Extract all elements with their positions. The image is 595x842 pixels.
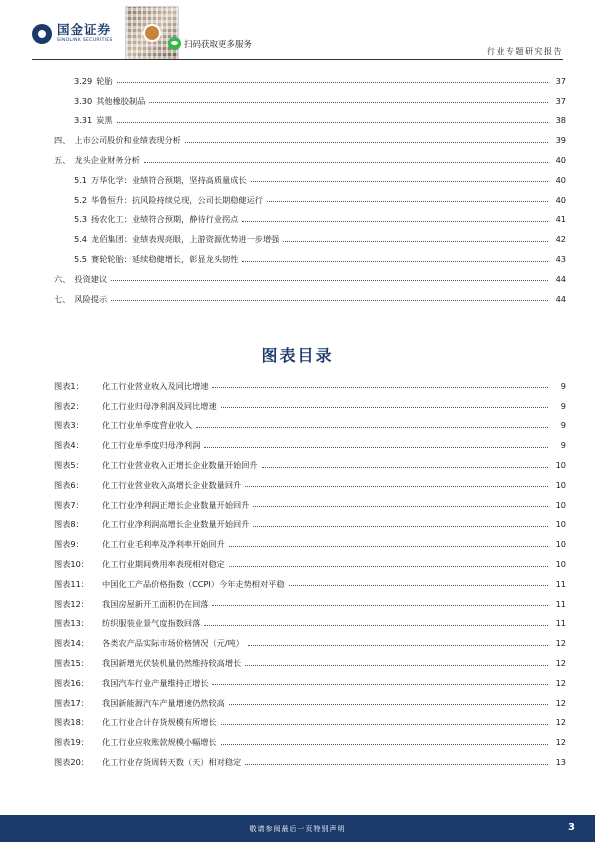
dot-leader (283, 241, 548, 242)
figure-entry-page: 9 (560, 440, 566, 451)
dot-leader (204, 625, 548, 626)
dot-leader (117, 82, 548, 83)
figure-entry-page: 12 (555, 717, 566, 728)
toc-entry[interactable] (54, 71, 566, 91)
figure-entry-title: 化工行业归母净利润及同比增速 (102, 400, 217, 411)
dot-leader (221, 744, 548, 745)
dot-leader (111, 300, 548, 301)
toc-entry-number: 3.31 (74, 115, 93, 126)
toc-entry[interactable] (54, 289, 566, 309)
figure-entry-page: 9 (560, 400, 566, 411)
figure-entry[interactable] (54, 435, 566, 455)
dot-leader (245, 764, 548, 765)
figure-entry-number: 图表15： (54, 657, 89, 668)
dot-leader (229, 566, 548, 567)
dot-leader (111, 280, 548, 281)
page-number: 3 (568, 822, 575, 833)
figure-entry-number: 图表4： (54, 440, 84, 451)
dot-leader (253, 506, 548, 507)
figure-entry-page: 10 (555, 499, 566, 510)
toc-entry-title: 投资建议 (74, 273, 108, 284)
toc-entry-title: 轮胎 (96, 75, 113, 86)
figure-entry-page: 10 (555, 539, 566, 550)
figure-entry[interactable] (54, 554, 566, 574)
dot-leader (245, 665, 548, 666)
figure-entry[interactable] (54, 732, 566, 752)
dot-leader (248, 645, 548, 646)
toc-entry[interactable] (54, 269, 566, 289)
figure-entry[interactable] (54, 495, 566, 515)
report-type-label: 行业专题研究报告 (487, 47, 563, 56)
toc-entry-page: 40 (555, 194, 566, 205)
scan-service-text: 扫码获取更多服务 (184, 40, 253, 50)
toc-entry-title: 炭黑 (96, 115, 113, 126)
figure-entry-page: 12 (555, 657, 566, 668)
toc-entry-page: 43 (555, 253, 566, 264)
toc-entry-page: 37 (555, 75, 566, 86)
figure-entry-title: 我国房屋新开工面积仍在回落 (102, 598, 209, 609)
figure-entry[interactable] (54, 752, 566, 772)
figure-entry-number: 图表12： (54, 598, 89, 609)
header-divider (32, 59, 563, 60)
toc-entry[interactable] (54, 190, 566, 210)
toc-entry-page: 40 (555, 154, 566, 165)
figure-entry-title: 我国新能源汽车产量增速仍然较高 (102, 697, 225, 708)
toc-entry[interactable] (54, 150, 566, 170)
figure-entry-page: 12 (555, 697, 566, 708)
figure-entry-title: 化工行业单季度归母净利润 (102, 440, 201, 451)
toc-entry-title: 上市公司股价和业绩表现分析 (74, 135, 181, 146)
toc-entry-number: 3.29 (74, 75, 93, 86)
figure-entry[interactable] (54, 475, 566, 495)
figure-entry-title: 化工行业净利润高增长企业数量开始回升 (102, 519, 250, 530)
figure-entry-number: 图表8： (54, 519, 84, 530)
figure-entry[interactable] (54, 455, 566, 475)
qr-code-icon[interactable] (125, 6, 179, 60)
toc-entry-number: 五、 (54, 154, 71, 165)
figure-entry-number: 图表9： (54, 539, 84, 550)
figure-entry-number: 图表20： (54, 756, 89, 767)
dot-leader (267, 201, 548, 202)
dot-leader (245, 486, 548, 487)
footer-disclaimer: 敬请参阅最后一页特别声明 (249, 825, 346, 833)
dot-leader (144, 162, 548, 163)
toc-entry-number: 3.30 (74, 95, 93, 106)
toc-entry-page: 44 (555, 293, 566, 304)
figure-entry[interactable] (54, 713, 566, 733)
toc-entry[interactable] (54, 111, 566, 131)
logo-en: SINOLINK SECURITIES (57, 37, 113, 43)
toc-entry-title: 风险提示 (74, 293, 108, 304)
toc-entry-title: 万华化学：业绩符合预期，坚持高质量成长 (91, 174, 247, 185)
figure-entry[interactable] (54, 396, 566, 416)
figure-entry-title: 我国新增光伏装机量仍然维持较高增长 (102, 657, 242, 668)
toc-entry-page: 37 (555, 95, 566, 106)
dot-leader (212, 387, 548, 388)
toc-entry-number: 5.4 (74, 234, 88, 245)
page-header (0, 0, 595, 60)
figure-entry-title: 化工行业营业收入及同比增速 (102, 380, 209, 391)
toc-entry-number: 5.1 (74, 174, 88, 185)
figure-entry-number: 图表16： (54, 677, 89, 688)
figure-entry-page: 10 (555, 519, 566, 530)
toc-entry-number: 5.2 (74, 194, 88, 205)
toc-entry[interactable] (54, 210, 566, 230)
figure-entry-title: 化工行业存货周转天数（天）相对稳定 (102, 756, 242, 767)
figure-entry-title: 化工行业营业收入正增长企业数量开始回升 (102, 459, 258, 470)
figure-entry-title: 化工行业毛利率及净利率开始回升 (102, 539, 225, 550)
dot-leader (185, 142, 548, 143)
page-footer (0, 815, 595, 842)
figure-entry[interactable] (54, 515, 566, 535)
figure-entry-number: 图表6： (54, 479, 84, 490)
figure-entry-number: 图表13： (54, 618, 89, 629)
figure-entry-number: 图表5： (54, 459, 84, 470)
dot-leader (289, 585, 548, 586)
dot-leader (196, 427, 548, 428)
toc-entry-page: 42 (555, 234, 566, 245)
toc-entry[interactable] (54, 249, 566, 269)
figure-entry-title: 化工行业单季度营业收入 (102, 420, 193, 431)
dot-leader (242, 261, 548, 262)
figure-entry-page: 9 (560, 380, 566, 391)
dot-leader (212, 684, 548, 685)
figure-entry-number: 图表3： (54, 420, 84, 431)
wechat-icon (168, 37, 181, 50)
figure-entry-title: 中国化工产品价格指数（CCPI）今年走势相对平稳 (102, 578, 285, 589)
toc-entry-title: 其他橡胶制品 (96, 95, 146, 106)
qr-center-logo-icon (143, 24, 161, 42)
figure-entry[interactable] (54, 633, 566, 653)
toc-entry[interactable] (54, 91, 566, 111)
figure-entry[interactable] (54, 376, 566, 396)
toc-entry-page: 41 (555, 214, 566, 225)
dot-leader (229, 546, 548, 547)
figure-entry-page: 11 (555, 618, 566, 629)
figure-entry-number: 图表19： (54, 737, 89, 748)
figure-entry-page: 10 (555, 459, 566, 470)
dot-leader (212, 605, 548, 606)
dot-leader (262, 467, 548, 468)
figure-entry[interactable] (54, 614, 566, 634)
figure-entry[interactable] (54, 574, 566, 594)
figure-entry-number: 图表11： (54, 578, 89, 589)
figure-entry-page: 12 (555, 737, 566, 748)
figure-entry[interactable] (54, 653, 566, 673)
dot-leader (229, 704, 548, 705)
dot-leader (251, 181, 548, 182)
figure-entry-page: 11 (555, 598, 566, 609)
toc-entry-title: 龙佰集团：业绩表现亮眼，上游资源优势进一步增强 (91, 234, 280, 245)
dot-leader (204, 447, 548, 448)
toc-entry-number: 七、 (54, 293, 71, 304)
toc-entry-page: 40 (555, 174, 566, 185)
figure-entry-page: 10 (555, 558, 566, 569)
figure-entry-title: 我国汽车行业产量维持正增长 (102, 677, 209, 688)
dot-leader (221, 407, 548, 408)
figure-entry-number: 图表10： (54, 558, 89, 569)
dot-leader (221, 724, 548, 725)
toc-entry[interactable] (54, 170, 566, 190)
toc-entry-page: 39 (555, 135, 566, 146)
toc-entry-number: 5.5 (74, 253, 88, 264)
figure-entry-title: 化工行业合计存货规模有所增长 (102, 717, 217, 728)
figure-entry-page: 12 (555, 677, 566, 688)
figure-entry-page: 9 (560, 420, 566, 431)
toc-entry-title: 赛轮轮胎：延续稳健增长，彰显龙头韧性 (91, 253, 239, 264)
dot-leader (253, 526, 548, 527)
figure-entry-number: 图表2： (54, 400, 84, 411)
toc-entry-number: 四、 (54, 135, 71, 146)
figure-entry[interactable] (54, 673, 566, 693)
figure-entry-page: 13 (555, 756, 566, 767)
figures-list (54, 376, 566, 772)
figure-entry-number: 图表14： (54, 638, 89, 649)
figure-entry-page: 12 (555, 638, 566, 649)
figure-entry-number: 图表17： (54, 697, 89, 708)
sinolink-logo (32, 24, 113, 44)
toc-entry-title: 华鲁恒升：抗风险持续兑现，公司长期稳健运行 (91, 194, 263, 205)
toc-entry-number: 5.3 (74, 214, 88, 225)
figure-entry[interactable] (54, 693, 566, 713)
logo-cn: 国金证券 (57, 22, 112, 38)
toc-entry-page: 44 (555, 273, 566, 284)
dot-leader (242, 221, 548, 222)
figure-entry[interactable] (54, 534, 566, 554)
figure-entry-title: 化工行业应收账款规模小幅增长 (102, 737, 217, 748)
figure-entry[interactable] (54, 594, 566, 614)
toc-entry[interactable] (54, 229, 566, 249)
dot-leader (117, 122, 548, 123)
figures-list-title: 图表目录 (261, 346, 334, 365)
toc-entry-title: 扬农化工：业绩符合预期，静待行业拐点 (91, 214, 239, 225)
figure-entry-title: 化工行业营业收入高增长企业数量回升 (102, 479, 242, 490)
sinolink-logo-icon (32, 24, 52, 44)
figure-entry-title: 化工行业净利润正增长企业数量开始回升 (102, 499, 250, 510)
toc-entry-number: 六、 (54, 273, 71, 284)
toc-entry-page: 38 (555, 115, 566, 126)
figure-entry-title: 纺织服装业景气度指数回落 (102, 618, 201, 629)
toc-entry[interactable] (54, 130, 566, 150)
figure-entry-title: 各类农产品实际市场价格情况（元/吨） (102, 638, 244, 649)
figure-entry-number: 图表18： (54, 717, 89, 728)
figure-entry[interactable] (54, 416, 566, 436)
toc-entry-title: 龙头企业财务分析 (74, 154, 140, 165)
figure-entry-number: 图表1： (54, 380, 84, 391)
logo-text (57, 24, 113, 43)
table-of-contents (54, 71, 566, 309)
figure-entry-page: 11 (555, 578, 566, 589)
figure-entry-number: 图表7： (54, 499, 84, 510)
figure-entry-page: 10 (555, 479, 566, 490)
dot-leader (149, 102, 548, 103)
figure-entry-title: 化工行业期间费用率表现相对稳定 (102, 558, 225, 569)
